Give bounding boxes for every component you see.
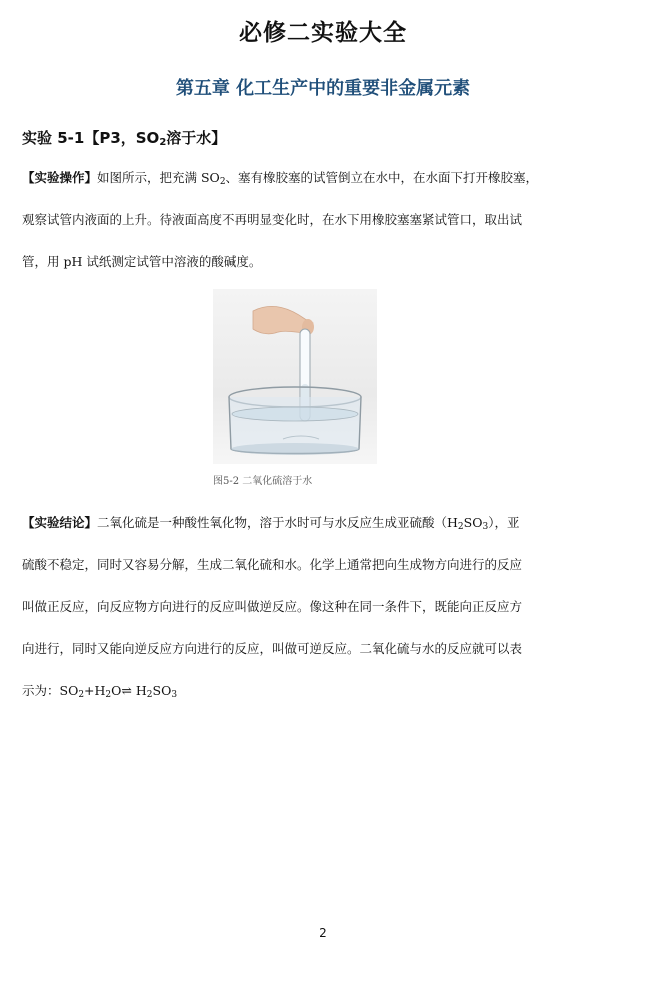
- section-title-subscript: 2: [159, 137, 167, 148]
- equation-subscript: 2: [146, 690, 153, 700]
- page-title: 必修二实验大全: [239, 20, 407, 46]
- section-title: [22, 127, 226, 148]
- operation-line-3: 管，用 pH 试纸测定试管中溶液的酸碱度。: [22, 254, 262, 269]
- equation-text: O⇌ H: [111, 683, 147, 698]
- conclusion-subscript: 3: [482, 522, 489, 532]
- equation-subscript: 3: [171, 690, 178, 700]
- equation-subscript: 2: [78, 690, 85, 700]
- figure-caption: 图5-2 二氧化硫溶于水: [213, 476, 313, 487]
- conclusion-text: 二氧化硫是一种酸性氧化物，溶于水时可与水反应生成亚硫酸（H: [97, 515, 458, 530]
- conclusion-line-1: [22, 502, 582, 544]
- operation-line-2: 观察试管内液面的上升。待液面高度不再明显变化时，在水下用橡胶塞塞紧试管口，取出试: [22, 212, 523, 227]
- operation-subscript: 2: [219, 177, 226, 187]
- conclusion-line-2: 硫酸不稳定，同时又容易分解，生成二氧化硫和水。化学上通常把向生成物方向进行的反应: [22, 557, 523, 572]
- conclusion-subscript: 2: [457, 522, 464, 532]
- equation-text: SO: [152, 683, 172, 698]
- operation-label: 【实验操作】: [22, 170, 98, 185]
- water-surface-icon: [232, 407, 358, 421]
- conclusion-label: 【实验结论】: [22, 515, 98, 530]
- conclusion-equation-line: [22, 670, 582, 712]
- conclusion-text: SO: [463, 515, 483, 530]
- section-title-text-end: 溶于水】: [166, 129, 227, 147]
- experiment-photo: [213, 289, 377, 464]
- operation-line-1: [22, 157, 582, 199]
- conclusion-paragraph: [22, 502, 582, 712]
- operation-text: 、塞有橡胶塞的试管倒立在水中，在水面下打开橡胶塞，: [225, 170, 539, 185]
- beaker-base-icon: [231, 443, 359, 455]
- conclusion-line-3: 叫做正反应，向反应物方向进行的反应叫做逆反应。像这种在同一条件下，既能向正反应方: [22, 599, 523, 614]
- operation-paragraph: [22, 157, 582, 283]
- operation-text: 如图所示，把充满 SO: [97, 170, 220, 185]
- page-number: 2: [319, 926, 327, 940]
- conclusion-line-4: 向进行，同时又能向逆反应方向进行的反应，叫做可逆反应。二氧化硫与水的反应就可以表: [22, 641, 523, 656]
- equation-subscript: 2: [105, 690, 112, 700]
- equation-text: +H: [84, 683, 106, 698]
- section-title-text: 实验 5-1【P3，SO: [22, 129, 160, 147]
- conclusion-text: ），亚: [488, 515, 520, 530]
- equation-text: 示为：SO: [22, 683, 79, 698]
- chapter-title: 第五章 化工生产中的重要非金属元素: [175, 78, 471, 99]
- beaker-test-tube-illustration: [213, 289, 377, 464]
